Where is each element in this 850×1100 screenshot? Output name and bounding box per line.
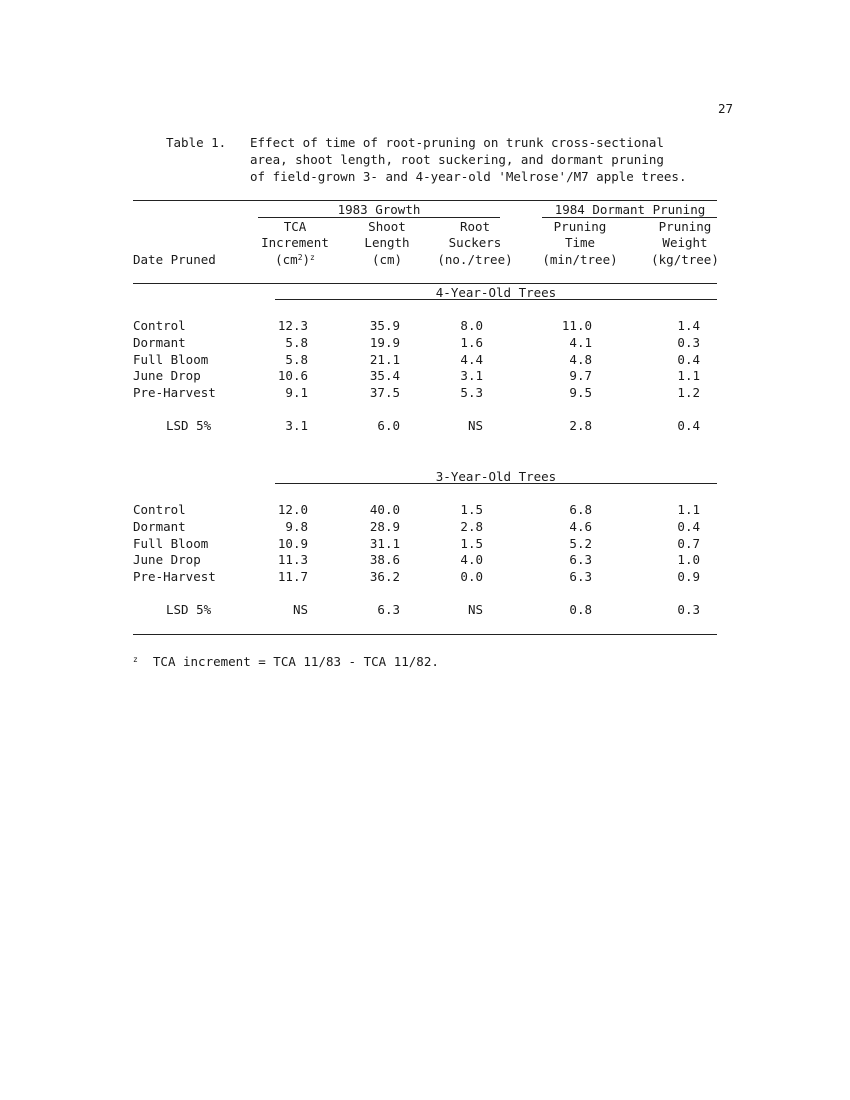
row-label: Dormant <box>133 334 186 350</box>
section-rule-4-year <box>275 299 717 300</box>
table-cell: 3.1 <box>460 368 483 384</box>
table-cell: 6.3 <box>569 552 592 568</box>
caption-line-2: area, shoot length, root suckering, and dormant pruning <box>250 152 664 167</box>
row-label: Full Bloom <box>133 351 209 367</box>
table-cell: 1.4 <box>677 318 700 333</box>
group-header-1983: 1983 Growth <box>337 202 421 217</box>
table-label: Table 1. <box>166 135 227 150</box>
column-header-shoot-1: Shoot <box>368 219 406 234</box>
table-cell: 5.2 <box>569 535 592 551</box>
table-cell: 1.0 <box>677 552 700 568</box>
table-cell: 38.6 <box>369 552 400 568</box>
table-cell: 2.8 <box>460 518 483 534</box>
table-cell: 35.4 <box>369 368 400 384</box>
table-cell: 9.1 <box>285 385 308 401</box>
table-cell: 5.8 <box>285 334 308 350</box>
column-header-tca-1: TCA <box>283 219 307 234</box>
column-header-time-2: Time <box>564 235 596 250</box>
column-header-suckers-1: Root <box>459 219 491 234</box>
column-header-suckers-3: (no./tree) <box>437 252 513 267</box>
row-label: Pre-Harvest <box>133 385 216 401</box>
table-cell: 10.9 <box>277 535 308 551</box>
lsd-cell: 0.4 <box>677 418 700 433</box>
section-title-4-year: 4-Year-Old Trees <box>435 285 557 300</box>
lsd-cell: 2.8 <box>569 418 592 433</box>
caption-line-1: Effect of time of root-pruning on trunk cross-sectional <box>250 135 664 150</box>
table-cell: 1.1 <box>677 368 700 384</box>
table-cell: 0.0 <box>460 569 483 585</box>
column-header-weight-2: Weight <box>662 235 708 250</box>
table-cell: 40.0 <box>369 502 400 517</box>
column-header-tca-2: Increment <box>261 235 329 250</box>
row-label: June Drop <box>133 552 201 568</box>
footnote-text: TCA increment = TCA 11/83 - TCA 11/82. <box>152 654 439 669</box>
table-cell: 9.7 <box>569 368 592 384</box>
column-header-weight-1: Pruning <box>658 219 712 234</box>
table-cell: 12.3 <box>277 318 308 333</box>
row-label: Control <box>133 318 186 333</box>
table-cell: 11.0 <box>561 318 592 333</box>
table-cell: 0.9 <box>677 569 700 585</box>
table-cell: 6.8 <box>569 502 592 517</box>
lsd-cell: 0.8 <box>569 602 592 617</box>
table-cell: 19.9 <box>369 334 400 350</box>
table-cell: 4.0 <box>460 552 483 568</box>
caption-line-3: of field-grown 3- and 4-year-old 'Melrose'/M7 apple trees. <box>250 169 687 184</box>
table-bottom-rule <box>133 634 717 635</box>
section-rule-3-year <box>275 483 717 484</box>
table-cell: 0.3 <box>677 334 700 350</box>
table-cell: 37.5 <box>369 385 400 401</box>
column-header-weight-3: (kg/tree) <box>651 252 719 267</box>
lsd-cell: 3.1 <box>285 418 308 433</box>
lsd-cell: 6.0 <box>377 418 400 433</box>
table-cell: 35.9 <box>369 318 400 333</box>
table-cell: 1.5 <box>460 535 483 551</box>
row-label: June Drop <box>133 368 201 384</box>
table-cell: 31.1 <box>369 535 400 551</box>
lsd-cell: 0.3 <box>677 602 700 617</box>
table-cell: 1.6 <box>460 334 483 350</box>
table-cell: 12.0 <box>277 502 308 517</box>
lsd-cell: 6.3 <box>377 602 400 617</box>
column-header-shoot-3: (cm) <box>371 252 403 267</box>
table-cell: 10.6 <box>277 368 308 384</box>
page-number: 27 <box>718 101 734 116</box>
header-bottom-rule <box>133 283 717 284</box>
table-cell: 1.2 <box>677 385 700 401</box>
column-header-time-3: (min/tree) <box>542 252 618 267</box>
table-cell: 0.4 <box>677 351 700 367</box>
table-cell: 1.1 <box>677 502 700 517</box>
group-rule-1983 <box>258 217 500 218</box>
lsd-cell: NS <box>467 602 483 617</box>
table-cell: 11.3 <box>277 552 308 568</box>
lsd-label: LSD 5% <box>166 418 212 433</box>
table-cell: 4.6 <box>569 518 592 534</box>
footnote <box>133 654 439 670</box>
table-cell: 5.3 <box>460 385 483 401</box>
table-cell: 9.8 <box>285 518 308 534</box>
table-cell: 21.1 <box>369 351 400 367</box>
table-cell: 4.4 <box>460 351 483 367</box>
group-header-1984: 1984 Dormant Pruning <box>554 202 706 217</box>
column-header-tca-3: $(cm^2)^z$ <box>275 252 315 267</box>
table-cell: 28.9 <box>369 518 400 534</box>
footnote-marker: z <box>133 655 138 664</box>
row-label: Dormant <box>133 518 186 534</box>
table-cell: 8.0 <box>460 318 483 333</box>
table-cell: 4.1 <box>569 334 592 350</box>
table-cell: 11.7 <box>277 569 308 585</box>
lsd-cell: NS <box>292 602 308 617</box>
row-label: Full Bloom <box>133 535 209 551</box>
table-cell: 36.2 <box>369 569 400 585</box>
table-cell: 0.7 <box>677 535 700 551</box>
table-cell: 5.8 <box>285 351 308 367</box>
column-header-shoot-2: Length <box>364 235 410 250</box>
table-cell: 4.8 <box>569 351 592 367</box>
group-rule-1984 <box>542 217 717 218</box>
lsd-label: LSD 5% <box>166 602 212 617</box>
row-label: Control <box>133 502 186 517</box>
section-title-3-year: 3-Year-Old Trees <box>435 469 557 484</box>
table-cell: 6.3 <box>569 569 592 585</box>
table-top-rule <box>133 200 717 201</box>
lsd-cell: NS <box>467 418 483 433</box>
column-header-date-pruned: Date Pruned <box>133 252 216 267</box>
column-header-suckers-2: Suckers <box>448 235 502 250</box>
table-cell: 0.4 <box>677 518 700 534</box>
row-label: Pre-Harvest <box>133 569 216 585</box>
table-cell: 1.5 <box>460 502 483 517</box>
column-header-time-1: Pruning <box>553 219 607 234</box>
table-cell: 9.5 <box>569 385 592 401</box>
